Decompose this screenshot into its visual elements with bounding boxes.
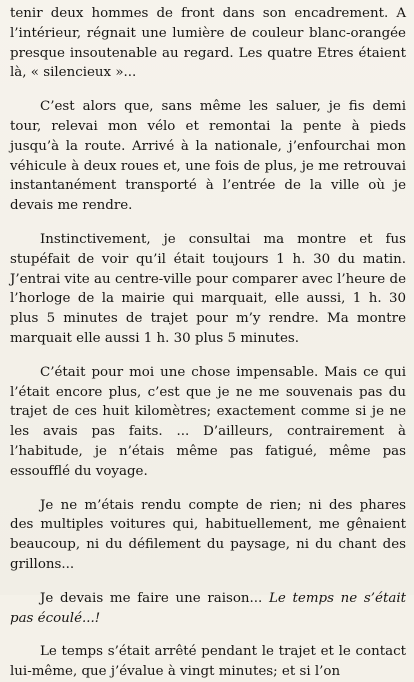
paragraph-contact-duration: Le temps s’était arrêté pendant le trajet et le contact lui-même, que j’évalue à vingt minutes; et si l’on [10,644,406,680]
paragraph-impossible-trip: C’était pour moi une chose impensable. Mais ce qui l’était encore plus, c’est que je ne me souvenais pas du trajet de ces huit kilomètres; exactement comme si je ne les avais pas faits. ... D’ailleurs, contrairement à l’habitude, je n’étais même pas fatigué, même pas essoufflé du voyage. [10,364,406,479]
paragraph-time-stopped-reason [10,589,406,629]
paragraph-watch-check: Instinctivement, je consultai ma montre et fus stupéfait de voir qu’il était toujours 1 h. 30 du matin. J’entrai vite au centre-ville pour comparer avec l’heure de l’horloge de la mairie qui marquait, elle aussi, 1 h. 30 plus 5 minutes de trajet pour m’y rendre. Ma montre marquait elle aussi 1 h. 30 plus 5 minutes. [10,231,406,346]
paragraph-unnoticed-details: Je ne m’étais rendu compte de rien; ni des phares des multiples voitures qui, habituellement, me gênaient beaucoup, ni du défilement du paysage, ni du chant des grillons... [10,497,406,572]
reason-italic-text: Le temps ne s’était pas écoulé...! [10,590,406,626]
paragraph-bicycle-return: C’est alors que, sans même les saluer, je fis demi tour, relevai mon vélo et remontai la pente à pieds jusqu’à la route. Arrivé à la nationale, j’enfourchai mon véhicule à deux roues et, une fois de plus, je me retrouvai instantanément transporté à l’entrée de la ville où je devais me rendre. [10,99,406,214]
paragraph-continuation: tenir deux hommes de front dans son encadrement. A l’intérieur, régnait une lumière de couleur blanc-orangée presque insoutenable au regard. Les quatre Etres étaient là, « silencieux »... [10,6,406,81]
reason-plain-text: Je devais me faire une raison... [40,590,270,606]
